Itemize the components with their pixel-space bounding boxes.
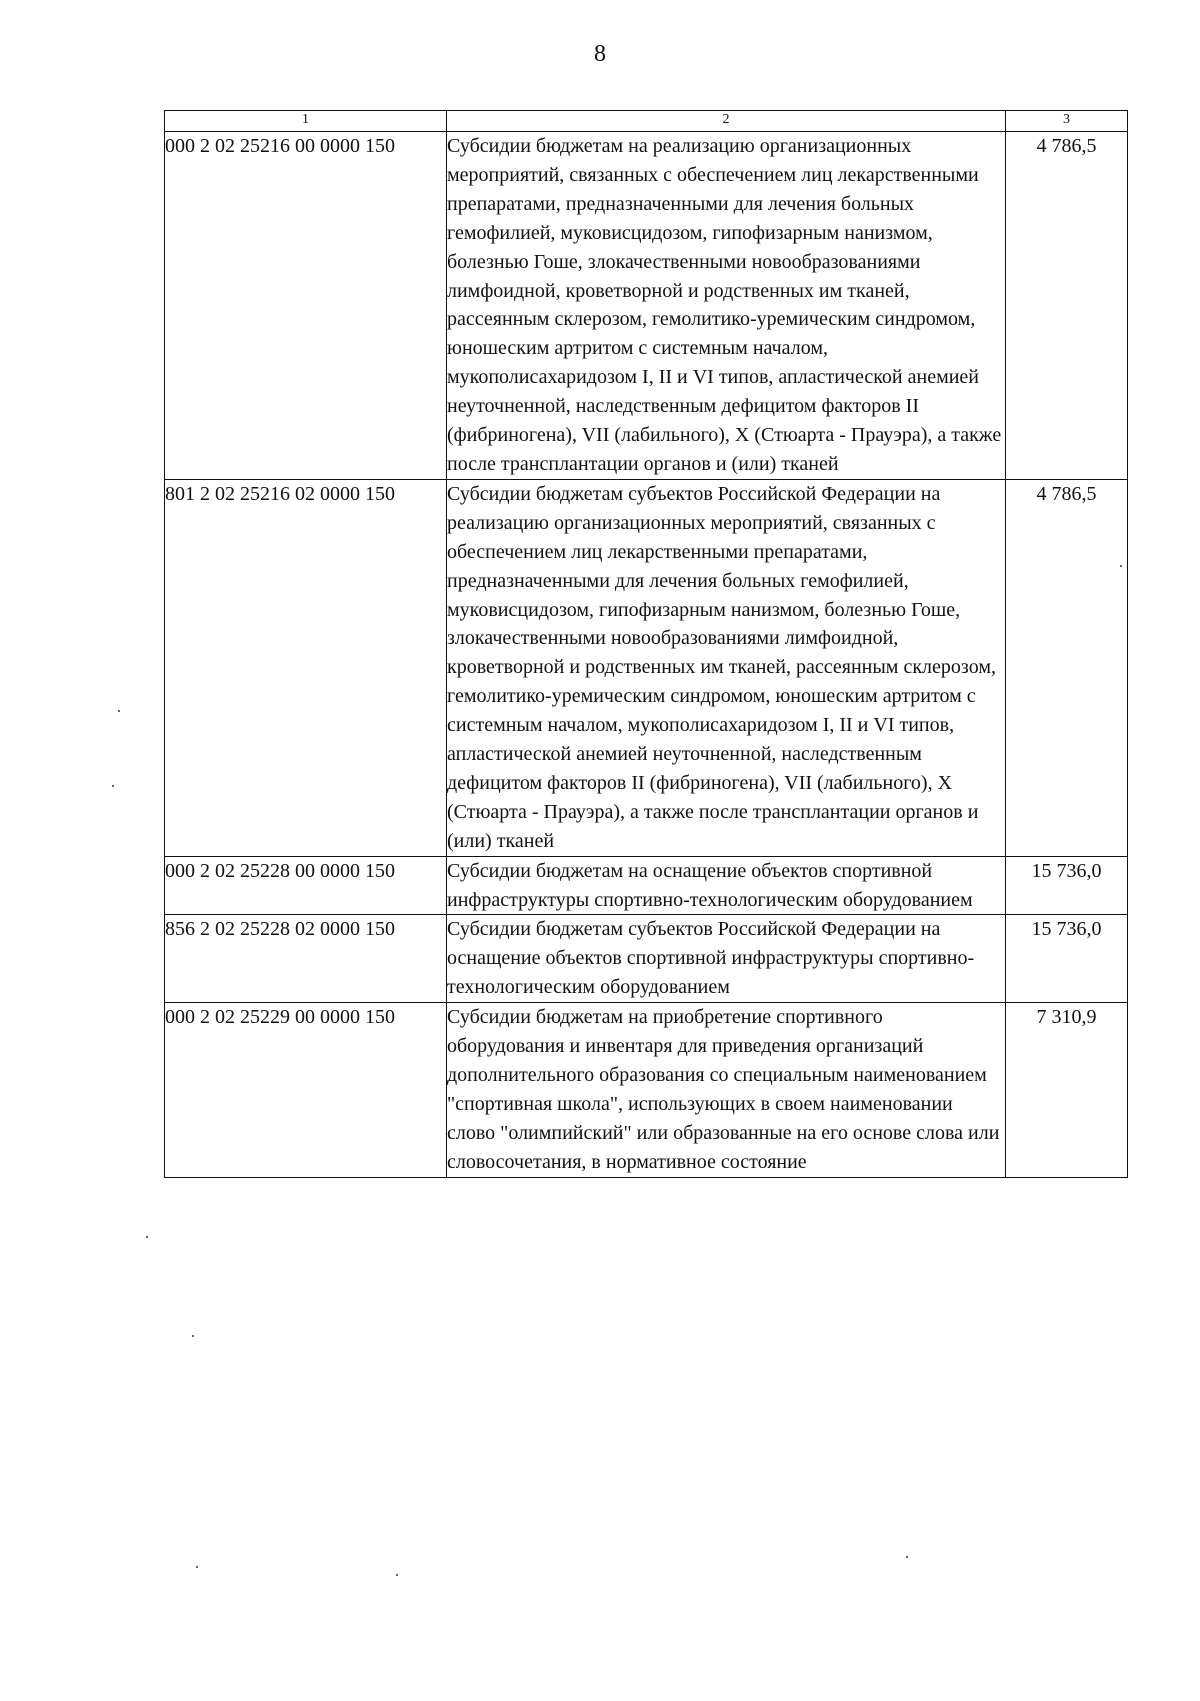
column-header-1: 1 <box>165 111 447 132</box>
table-row <box>165 915 1128 1003</box>
column-header-2: 2 <box>447 111 1006 132</box>
income-description: Субсидии бюджетам на приобретение спортивного оборудования и инвентаря для приведения организаций дополнительного образования со специальным наименованием "спортивная школа", использующих в своем наименовании слово "олимпийский" или образованные на его основе слова или словосочетания, в нормативное состояние <box>447 1003 1006 1177</box>
table-row <box>165 1003 1128 1177</box>
amount-value: 15 736,0 <box>1006 915 1128 1003</box>
table-row <box>165 479 1128 856</box>
classification-code: 000 2 02 25216 00 0000 150 <box>165 132 447 480</box>
table-header-row <box>165 111 1128 132</box>
scan-speck <box>906 1556 908 1558</box>
income-description: Субсидии бюджетам субъектов Российской Федерации на реализацию организационных мероприятий, связанных с обеспечением лиц лекарственными препаратами, предназначенными для лечения больных гемофилией, муковисцидозом, гипофизарным нанизмом, болезнью Гоше, злокачественными новообразованиями лимфоидной, кроветворной и родственных им тканей, рассеянным склерозом, гемолитико-уремическим синдромом, юношеским артритом с системным началом, мукополисахаридозом I, II и VI типов, апластической анемией неуточненной, наследственным дефицитом факторов II (фибриногена), VII (лабильного), X (Стюарта - Прауэра), а также после трансплантации органов и (или) тканей <box>447 479 1006 856</box>
scan-speck <box>196 1566 198 1568</box>
scan-speck <box>1120 565 1122 567</box>
column-header-3: 3 <box>1006 111 1128 132</box>
page-number: 8 <box>594 41 606 67</box>
income-description: Субсидии бюджетам на реализацию организационных мероприятий, связанных с обеспечением лиц лекарственными препаратами, предназначенными для лечения больных гемофилией, муковисцидозом, гипофизарным нанизмом, болезнью Гоше, злокачественными новообразованиями лимфоидной, кроветворной и родственных им тканей, рассеянным склерозом, гемолитико-уремическим синдромом, юношеским артритом с системным началом, мукополисахаридозом I, II и VI типов, апластической анемией неуточненной, наследственным дефицитом факторов II (фибриногена), VII (лабильного), X (Стюарта - Прауэра), а также после трансплантации органов и (или) тканей <box>447 132 1006 480</box>
amount-value: 7 310,9 <box>1006 1003 1128 1177</box>
table-row <box>165 856 1128 915</box>
classification-code: 856 2 02 25228 02 0000 150 <box>165 915 447 1003</box>
scan-speck <box>118 710 120 712</box>
classification-code: 000 2 02 25229 00 0000 150 <box>165 1003 447 1177</box>
income-description: Субсидии бюджетам субъектов Российской Федерации на оснащение объектов спортивной инфраструктуры спортивно-технологическим оборудованием <box>447 915 1006 1003</box>
scan-speck <box>396 1574 398 1576</box>
income-description: Субсидии бюджетам на оснащение объектов спортивной инфраструктуры спортивно-технологическим оборудованием <box>447 856 1006 915</box>
scan-speck <box>146 1236 148 1238</box>
classification-code: 000 2 02 25228 00 0000 150 <box>165 856 447 915</box>
scan-speck <box>112 785 114 787</box>
scan-speck <box>192 1335 194 1337</box>
classification-code: 801 2 02 25216 02 0000 150 <box>165 479 447 856</box>
table-row <box>165 132 1128 480</box>
amount-value: 4 786,5 <box>1006 479 1128 856</box>
amount-value: 15 736,0 <box>1006 856 1128 915</box>
budget-table <box>164 110 1128 1178</box>
amount-value: 4 786,5 <box>1006 132 1128 480</box>
